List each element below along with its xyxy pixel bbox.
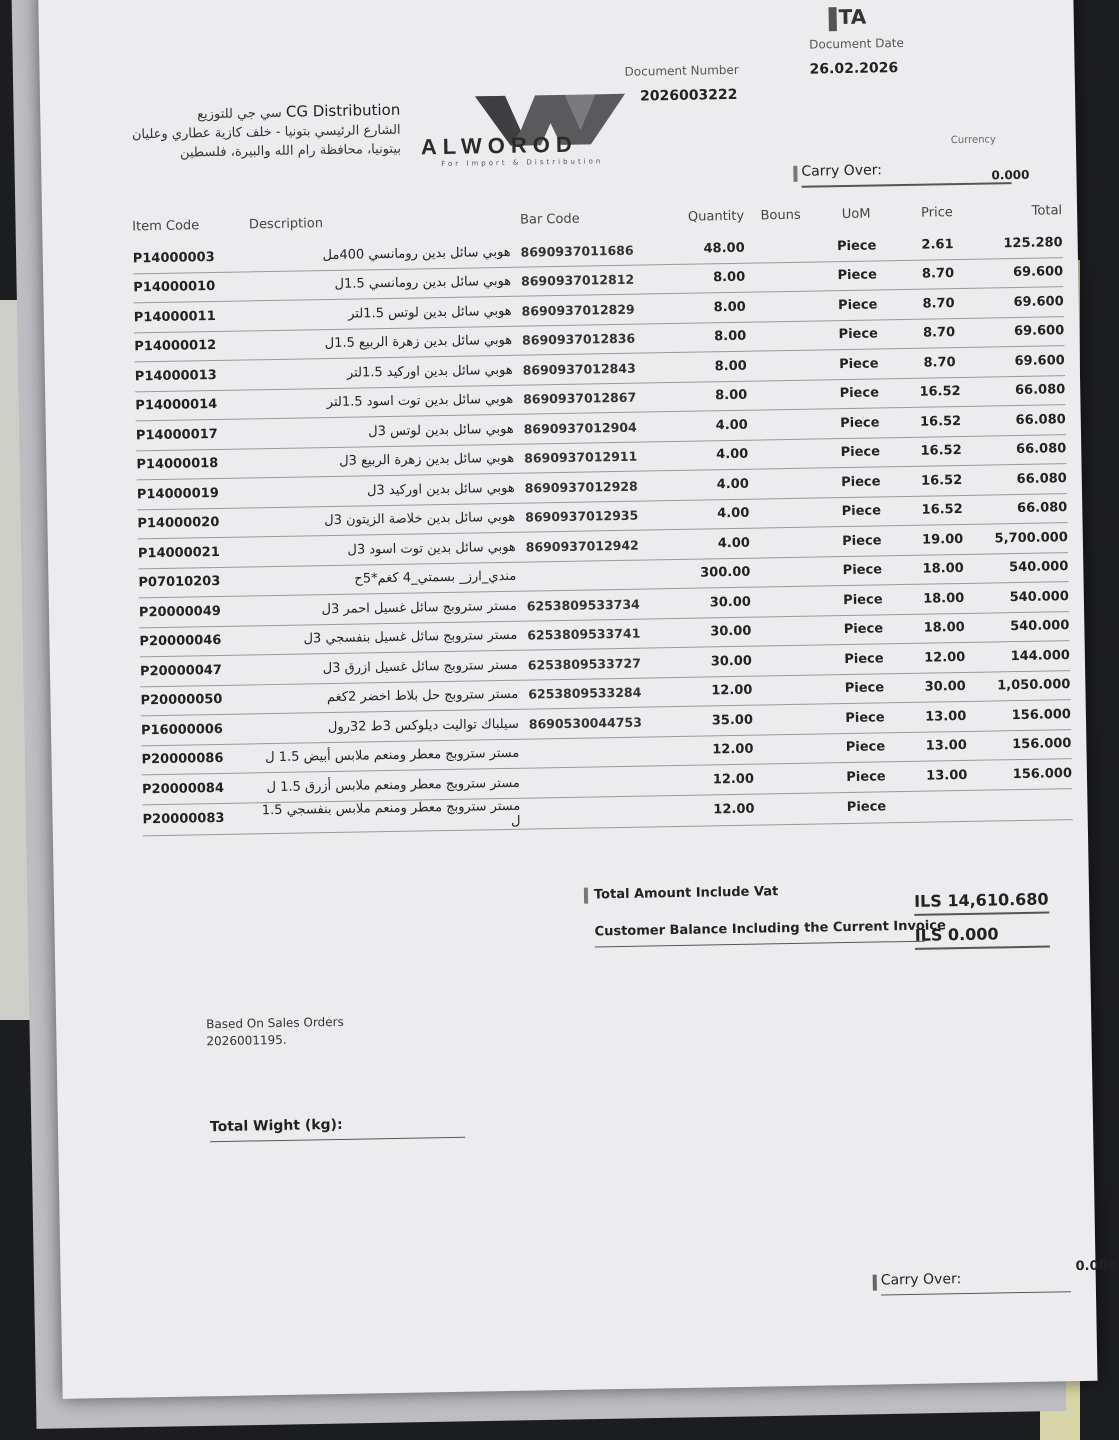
cell-bar xyxy=(530,766,671,798)
cell-desc: هوبي سائل بدين اوركيد 3ل xyxy=(253,473,525,507)
cell-qty: 12.00 xyxy=(671,794,755,826)
cell-bar: 8690937012829 xyxy=(521,294,662,326)
customer-balance-line xyxy=(915,946,1050,950)
cell-qty: 8.00 xyxy=(662,263,746,294)
cell-bouns xyxy=(751,615,824,646)
cell-bar: 6253809533727 xyxy=(528,648,669,680)
cell-bar: 8690937012935 xyxy=(525,500,666,532)
col-description: Description xyxy=(248,216,324,233)
cell-total: 540.000 xyxy=(985,582,1069,613)
cell-bar: 8690937012867 xyxy=(523,382,664,414)
cell-bouns xyxy=(745,261,818,292)
cell-bouns xyxy=(748,409,821,440)
cell-code: P14000018 xyxy=(136,448,253,480)
company-address-line2: بيتونيا، محافظة رام الله والبيرة، فلسطين xyxy=(179,141,402,161)
cell-qty: 8.00 xyxy=(664,381,748,412)
cell-price: 18.00 xyxy=(901,554,985,585)
cell-qty: 8.00 xyxy=(662,292,746,323)
cell-uom: Piece xyxy=(818,290,897,321)
cell-uom: Piece xyxy=(827,762,906,793)
total-amount-value: ILS 14,610.680 xyxy=(913,889,1049,911)
logo-text: ALWOROD xyxy=(420,131,578,160)
cell-total: 1,050.000 xyxy=(987,670,1071,701)
based-on-value: 2026001195. xyxy=(206,1032,287,1049)
company-address-line1: الشارع الرئيسي بتونيا - خلف كازية عطاري وعليان xyxy=(131,122,401,143)
carry-over-top-label: Carry Over: xyxy=(801,162,883,180)
cell-code: P14000010 xyxy=(133,271,250,303)
company-name-ar: سي جي للتوزيع xyxy=(197,105,282,123)
cell-desc: هوبي سائل بدين توت اسود 3ل xyxy=(254,532,526,566)
cell-code: P14000011 xyxy=(134,301,251,333)
cell-price: 30.00 xyxy=(903,672,987,703)
cell-qty: 12.00 xyxy=(670,735,754,766)
cell-total: 69.600 xyxy=(979,257,1063,288)
cell-bouns xyxy=(750,527,823,558)
cell-total: 156.000 xyxy=(988,759,1072,790)
cell-uom: Piece xyxy=(827,791,906,823)
items-table xyxy=(132,203,1073,836)
cell-total: 144.000 xyxy=(986,641,1070,672)
col-bouns: Bouns xyxy=(760,207,801,224)
cell-bar: 8690937012836 xyxy=(522,323,663,355)
cell-qty: 48.00 xyxy=(661,234,745,264)
cell-code: P20000086 xyxy=(141,743,258,775)
cell-price: 16.52 xyxy=(898,377,982,408)
cell-price: 8.70 xyxy=(897,318,981,349)
invoice-page xyxy=(38,0,1117,1399)
cell-desc: هوبي سائل بدين اوركيد 1.5لتر xyxy=(251,355,523,389)
cell-uom: Piece xyxy=(823,555,902,586)
cell-desc: هوبي سائل بدين لوتس 3ل xyxy=(252,414,524,448)
col-total: Total xyxy=(1031,203,1063,219)
currency-label: Currency xyxy=(950,134,997,147)
cell-desc: مستر ستروبج سائل غسيل بنفسجي 3ل xyxy=(256,621,528,655)
cell-code: P14000014 xyxy=(135,389,252,421)
cell-uom: Piece xyxy=(820,378,899,409)
carry-over-top-value: 0.000 xyxy=(991,167,1030,183)
cell-uom: Piece xyxy=(817,231,896,261)
cell-price: 19.00 xyxy=(901,524,985,555)
cell-bouns xyxy=(746,350,819,381)
cell-bar: 8690937011686 xyxy=(520,235,661,266)
cell-price: 8.70 xyxy=(898,347,982,378)
cell-bouns xyxy=(754,763,827,794)
carry-over-mark xyxy=(793,166,797,182)
company-name-en: CG Distribution xyxy=(285,100,401,121)
cell-bouns xyxy=(753,704,826,735)
cell-total: 69.600 xyxy=(981,316,1065,347)
cell-uom: Piece xyxy=(824,585,903,616)
col-bar-code: Bar Code xyxy=(519,211,580,228)
cell-qty: 12.00 xyxy=(669,676,753,707)
cell-code: P14000012 xyxy=(134,330,251,362)
customer-balance-underline xyxy=(595,941,925,948)
cell-bouns xyxy=(749,468,822,499)
cell-uom: Piece xyxy=(825,644,904,675)
cell-qty: 30.00 xyxy=(668,646,752,677)
cell-qty: 300.00 xyxy=(667,558,751,589)
cell-total: 156.000 xyxy=(988,729,1072,760)
cell-code: P07010203 xyxy=(138,566,255,598)
document-date-label: Document Date xyxy=(809,35,904,52)
total-weight-line xyxy=(210,1137,465,1142)
cell-uom: Piece xyxy=(820,408,899,439)
cell-qty: 35.00 xyxy=(669,705,753,736)
cell-desc: هوبي سائل بدين رومانسي 1.5ل xyxy=(250,267,522,301)
cell-bar: 6253809533284 xyxy=(528,677,669,709)
cell-code: P14000021 xyxy=(138,537,255,569)
cell-desc: مستر ستروبج معطر ومنعم ملابس أبيض 1.5 ل xyxy=(258,739,530,773)
customer-balance-label: Customer Balance Including the Current Invoice xyxy=(594,918,946,940)
cell-code: P20000047 xyxy=(140,655,257,687)
customer-balance-value: ILS 0.000 xyxy=(914,924,999,945)
cell-uom: Piece xyxy=(825,673,904,704)
cell-bouns xyxy=(754,792,827,824)
cell-code: P20000083 xyxy=(142,802,259,835)
cell-qty: 4.00 xyxy=(665,440,749,471)
cell-uom: Piece xyxy=(826,703,905,734)
cell-qty: 4.00 xyxy=(665,469,749,500)
based-on-block xyxy=(206,1014,344,1050)
cell-desc: مستر ستروبج معطر ومنعم ملابس بنفسجي 1.5 ل xyxy=(259,798,531,834)
cell-qty: 4.00 xyxy=(664,410,748,441)
cell-code: P14000013 xyxy=(135,360,252,392)
cell-bouns xyxy=(752,645,825,676)
title-bar-mark xyxy=(829,7,837,31)
cell-desc: هوبي سائل بدين توت اسود 1.5لتر xyxy=(252,385,524,419)
cell-price xyxy=(905,790,989,822)
cell-desc: مستر ستروبج معطر ومنعم ملابس أزرق 1.5 ل xyxy=(259,768,531,802)
document-type-title: TA xyxy=(838,4,867,30)
cell-price: 12.00 xyxy=(903,642,987,673)
cell-price: 8.70 xyxy=(896,259,980,290)
document-number-value: 2026003222 xyxy=(639,86,738,105)
cell-desc: هوبي سائل بدين زهرة الربيع 1.5ل xyxy=(251,326,523,360)
cell-bouns xyxy=(745,291,818,322)
cell-bouns xyxy=(751,586,824,617)
cell-total: 66.080 xyxy=(983,464,1067,495)
cell-total: 69.600 xyxy=(981,346,1065,377)
cell-total: 69.600 xyxy=(980,287,1064,318)
cell-code: P20000046 xyxy=(139,625,256,657)
cell-desc: مستر ستروبج سائل غسيل احمر 3ل xyxy=(255,591,527,625)
cell-total xyxy=(989,788,1073,820)
cell-price: 16.52 xyxy=(900,495,984,526)
cell-code: P14000017 xyxy=(136,419,253,451)
cell-bar: 8690937012812 xyxy=(521,264,662,296)
total-weight-label: Total Wight (kg): xyxy=(209,1116,343,1136)
cell-price: 8.70 xyxy=(897,288,981,319)
cell-bar: 8690937012843 xyxy=(522,353,663,385)
cell-bouns xyxy=(746,320,819,351)
cell-bar xyxy=(530,795,671,828)
cell-total: 66.080 xyxy=(983,434,1067,465)
totals-mark xyxy=(584,888,588,904)
cell-price: 13.00 xyxy=(904,701,988,732)
document-number-label: Document Number xyxy=(624,62,739,79)
cell-desc: مستر ستروبج حل بلاط اخضر 2كغم xyxy=(257,680,529,714)
cell-price: 16.52 xyxy=(899,436,983,467)
cell-uom: Piece xyxy=(821,437,900,468)
cell-uom: Piece xyxy=(826,732,905,763)
cell-desc: هوبي سائل بدين لوتس 1.5لتر xyxy=(250,296,522,330)
cell-bar: 8690937012904 xyxy=(523,412,664,444)
cell-uom: Piece xyxy=(822,496,901,527)
cell-qty: 12.00 xyxy=(670,764,754,795)
cell-desc: سيلباك تواليت ديلوكس 3ط 32رول xyxy=(258,709,530,743)
cell-code: P14000003 xyxy=(133,242,250,273)
cell-bar xyxy=(529,736,670,768)
cell-bar: 8690530044753 xyxy=(529,707,670,739)
cell-code: P14000019 xyxy=(137,478,254,510)
cell-bar xyxy=(526,559,667,591)
cell-desc: مستر ستروبج سائل غسيل ازرق 3ل xyxy=(256,650,528,684)
cell-bar: 8690937012911 xyxy=(524,441,665,473)
col-price: Price xyxy=(920,205,953,221)
cell-total: 156.000 xyxy=(987,700,1071,731)
carry-over-bottom-label: Carry Over: xyxy=(880,1271,962,1289)
col-item-code: Item Code xyxy=(132,218,200,235)
cell-bar: 6253809533741 xyxy=(527,618,668,650)
cell-bouns xyxy=(750,556,823,587)
cell-qty: 30.00 xyxy=(668,617,752,648)
cell-qty: 4.00 xyxy=(666,528,750,559)
carry-over-bottom-mark xyxy=(873,1275,877,1291)
total-amount-line xyxy=(914,912,1049,916)
cell-total: 125.280 xyxy=(979,228,1063,258)
col-quantity: Quantity xyxy=(687,208,745,225)
cell-total: 540.000 xyxy=(985,552,1069,583)
cell-uom: Piece xyxy=(818,260,897,291)
cell-bouns xyxy=(747,379,820,410)
col-uom: UoM xyxy=(841,206,871,223)
cell-code: P20000049 xyxy=(139,596,256,628)
cell-uom: Piece xyxy=(819,349,898,380)
cell-uom: Piece xyxy=(822,467,901,498)
cell-bouns xyxy=(749,497,822,528)
cell-desc: هوبي سائل بدين زهرة الربيع 3ل xyxy=(253,444,525,478)
cell-bar: 6253809533734 xyxy=(526,589,667,621)
based-on-label: Based On Sales Orders xyxy=(206,1014,344,1032)
cell-desc: هوبي سائل بدين خلاصة الزيتون 3ل xyxy=(254,503,526,537)
cell-qty: 8.00 xyxy=(663,322,747,353)
cell-uom: Piece xyxy=(819,319,898,350)
cell-total: 66.080 xyxy=(982,405,1066,436)
cell-qty: 4.00 xyxy=(666,499,750,530)
cell-uom: Piece xyxy=(823,526,902,557)
cell-code: P20000084 xyxy=(142,773,259,805)
carry-over-bottom-value: 0.000 xyxy=(1075,1258,1117,1275)
cell-bar: 8690937012942 xyxy=(525,530,666,562)
cell-desc: مندي_ارز_ بسمتي_4 كغم*5ح xyxy=(255,562,527,596)
total-amount-label: Total Amount Include Vat xyxy=(593,884,779,903)
cell-code: P20000050 xyxy=(140,684,257,716)
cell-price: 18.00 xyxy=(902,583,986,614)
cell-bouns xyxy=(753,733,826,764)
cell-bouns xyxy=(748,438,821,469)
company-block xyxy=(130,101,401,164)
cell-price: 16.52 xyxy=(899,406,983,437)
cell-total: 66.080 xyxy=(984,493,1068,524)
cell-desc: هوبي سائل بدين رومانسي 400مل xyxy=(249,238,521,272)
logo-tagline: For Import & Distribution xyxy=(441,157,604,169)
cell-bouns xyxy=(744,232,817,262)
cell-code: P16000006 xyxy=(141,714,258,746)
document-date-value: 26.02.2026 xyxy=(809,60,899,78)
cell-qty: 8.00 xyxy=(663,351,747,382)
cell-code: P14000020 xyxy=(137,507,254,539)
cell-qty: 30.00 xyxy=(667,587,751,618)
cell-price: 18.00 xyxy=(902,613,986,644)
cell-bar: 8690937012928 xyxy=(524,471,665,503)
cell-total: 5,700.000 xyxy=(984,523,1068,554)
cell-total: 66.080 xyxy=(982,375,1066,406)
carry-over-bottom-line xyxy=(881,1291,1071,1295)
cell-price: 2.61 xyxy=(896,230,980,260)
cell-price: 16.52 xyxy=(900,465,984,496)
cell-bouns xyxy=(752,674,825,705)
cell-price: 13.00 xyxy=(905,760,989,791)
carry-over-line xyxy=(802,182,1012,188)
cell-price: 13.00 xyxy=(904,731,988,762)
cell-total: 540.000 xyxy=(986,611,1070,642)
cell-uom: Piece xyxy=(824,614,903,645)
